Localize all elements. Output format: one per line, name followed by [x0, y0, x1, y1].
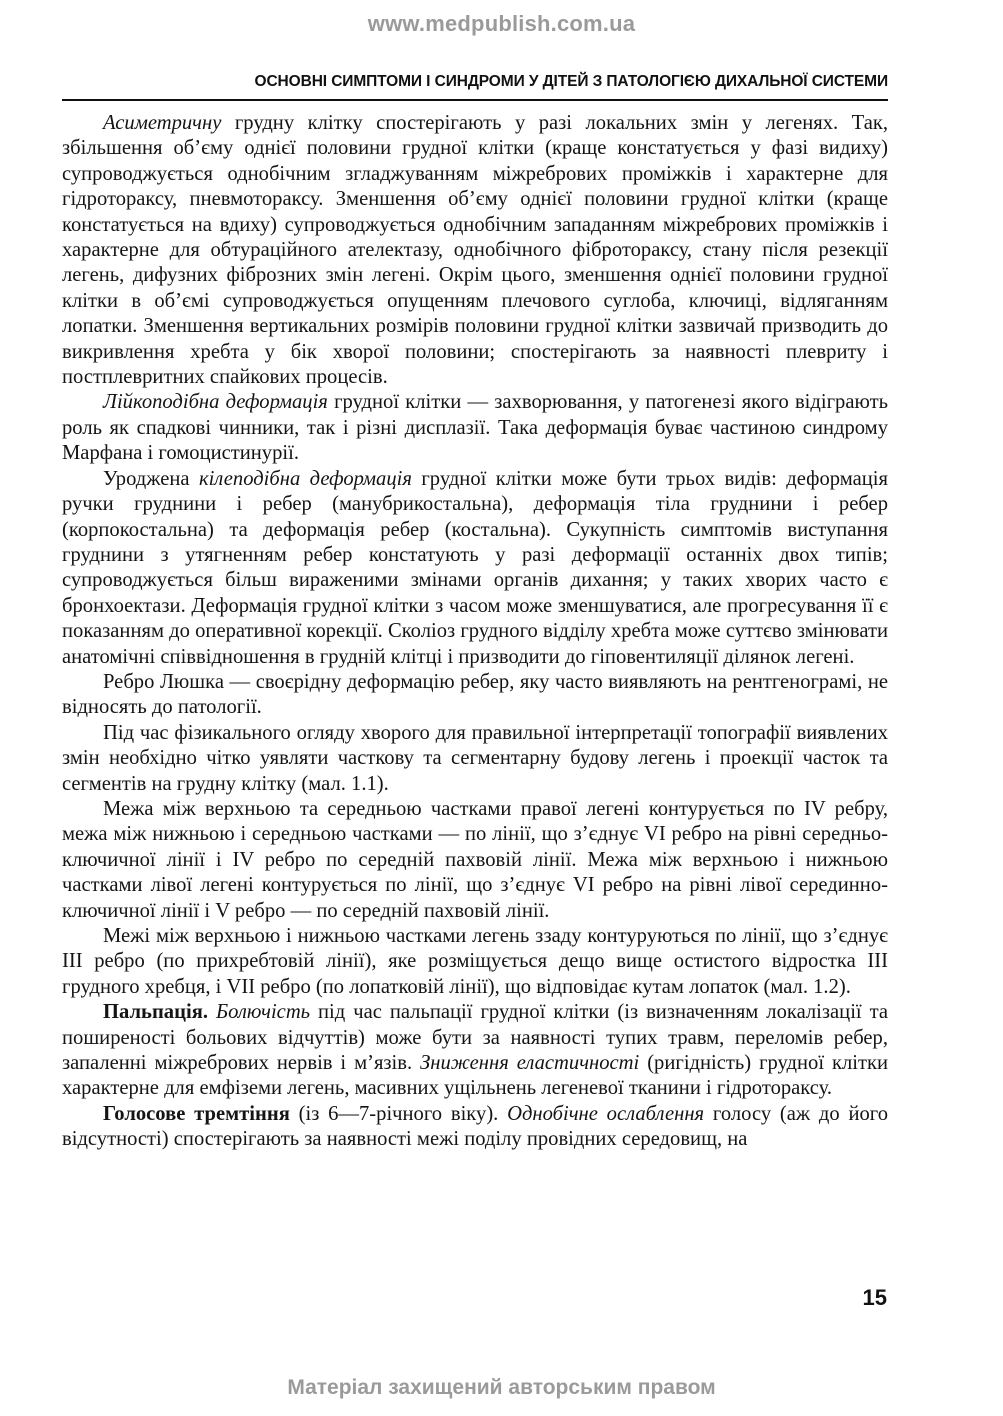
paragraph-asymmetric [62, 111, 888, 390]
paragraph-text: грудної клітки може бути трьох видів: деформація ручки груднини і ребер (манубрикостальна), деформація тіла груднини і ребер (корпокостальна) та деформація ребер (костальна). Сукупність симптомів виступання груднини з утягненням ребер констатують у разі деформації останніх двох типів; супроводжується більш вираженими змінами органів дихання; у таких хворих часто є бронхоектази. Деформація грудної клітки з часом може зменшуватися, але прогресування її є показанням до оперативної корекції. Сколіоз грудного відділу хребта може суттєво змінювати анатомічні співвідношення в грудній клітці і призводити до гіповентиляції ділянок легені. [62, 467, 889, 668]
paragraph-text: Межі між верхньою і нижньою частками легень ззаду контуруються по лінії, що з’єднує III ребро (по прихребтовій лінії), яке розміщується дещо вище остистого відростка III грудного хребця, і VII ребро (по лопатковій лінії), що відповідає кутам лопаток (мал. 1.2). [62, 925, 888, 998]
paragraph-text: грудну клітку спостерігають у разі локальних змін у легенях. Так, збільшення об’єму однієї половини грудної клітки (краще констатується у фазі видиху) супроводжується однобічним згладжуванням міжребрових проміжків і характерне для гідротораксу, пневмотораксу. Зменшення об’єму однієї половини грудної клітки (краще констатується на вдиху) супроводжується однобічним западанням міжребрових проміжків і характерне для обтураційного ателектазу, однобічного фібротораксу, стану після резекції легень, дифузних фіброзних змін легені. Окрім цього, зменшення однієї половини грудної клітки в об’ємі супроводжується опущенням плечового суглоба, ключиці, відляганням лопатки. Зменшення вертикальних розмірів половини грудної клітки зазвичай призводить до викривлення хребта у бік хворої половини; спостерігають за наявності плевриту і постплевритних спайкових процесів. [62, 112, 888, 389]
watermark-top: www.medpublish.com.ua [367, 11, 636, 36]
page-number: 15 [862, 1285, 887, 1310]
page-body [62, 111, 888, 1153]
paragraph-text: Межа між верхньою та середньою частками правої легені контурується по IV ребру, межа між нижньою і середньою частками — по лінії, що з’єднує VI ребро на рівні середньо-ключичної лінії і IV ребро по середній пахвовій лінії. Межа між верхньою і нижньою частками лівої легені контурується по лінії, що з’єднує VI ребро на рівні лівої серединно-ключичної лінії і V ребро — по середній пахвовій лінії. [62, 797, 888, 922]
term-italic: кілеподібна деформація [198, 467, 412, 490]
paragraph-text: Під час фізикального огляду хворого для правильної інтерпретації топографії виявлених змін необхідно чітко уявляти часткову та сегментарну будову легень і проекції часток та сегментів на грудну клітку (мал. 1.1). [62, 721, 888, 795]
paragraph-text: під час пальпації грудної клітки (із визначенням локалізації та поширеності больових відчуттів) може бути за наявності тупих травм, переломів ребер, запаленні міжребрових нервів і м’язів. [62, 1001, 889, 1075]
paragraph-keel-chest [62, 467, 888, 670]
term-italic: Асиметричну [103, 112, 222, 134]
watermark-bottom: Матеріал захищений авторським правом [287, 1376, 716, 1399]
term-italic: Однобічне ослаблення [507, 1102, 705, 1125]
running-head: ОСНОВНІ СИМПТОМИ І СИНДРОМИ У ДІТЕЙ З ПАТОЛОГІЄЮ ДИХАЛЬНОЇ СИСТЕМИ [254, 73, 888, 90]
paragraph-funnel-chest [62, 390, 888, 466]
paragraph-text: голосу (аж до його відсутності) спостерігають за наявності межі поділу провідних середовищ, на [62, 1102, 889, 1151]
paragraph-text: Ребро Люшка — своєрідну деформацію ребер, яку часто виявляють на рентгенограмі, не відносять до патології. [62, 670, 888, 719]
paragraph-palpation [62, 1000, 888, 1102]
section-heading-bold: Голосове тремтіння [103, 1102, 290, 1125]
paragraph-text: (ригідність) грудної клітки характерне для емфіземи легень, масивних ущільнень легеневої тканини і гідротораксу. [62, 1052, 888, 1100]
section-heading-bold: Пальпація. [103, 1001, 208, 1024]
paragraph-text: Уроджена [103, 467, 199, 490]
term-italic: Болючість [215, 1001, 311, 1024]
term-italic: Лійкоподібна деформація [103, 391, 328, 414]
header-rule [62, 99, 888, 101]
paragraph-text: (із 6—7-річного віку). [289, 1102, 508, 1125]
paragraph-lobe-borders-back [62, 924, 888, 1000]
paragraph-physical-exam [62, 721, 888, 797]
paragraph-vocal-fremitus [62, 1102, 888, 1153]
paragraph-text [208, 1001, 216, 1023]
paragraph-text: грудної клітки — захворювання, у патогенезі якого відіграють роль як спадкові чинники, так і різні дисплазії. Така деформація буває частиною синдрому Марфана і гомоцистинурії. [62, 391, 888, 465]
term-italic: Зниження еластичності [420, 1052, 640, 1075]
paragraph-luschka-rib [62, 670, 888, 721]
paragraph-lobe-borders-front [62, 797, 888, 924]
